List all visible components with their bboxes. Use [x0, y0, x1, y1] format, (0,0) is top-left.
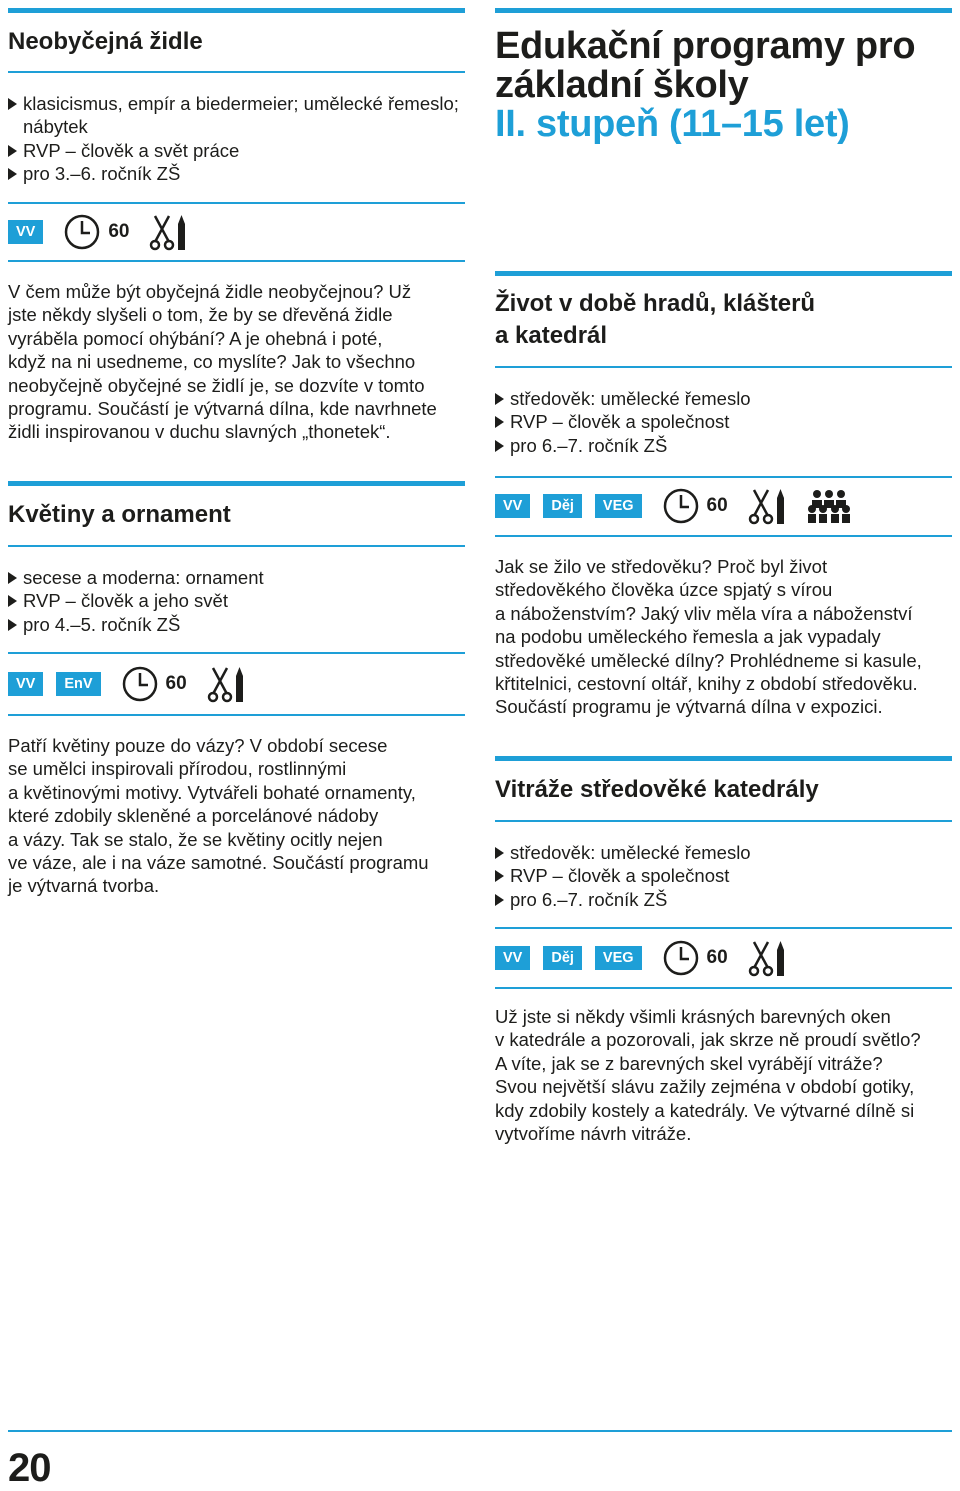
subject-badge: VEG [595, 946, 642, 970]
section-top-bar [495, 271, 952, 276]
page-title [495, 27, 915, 144]
triangle-bullet-icon [495, 393, 504, 405]
divider [495, 927, 952, 929]
bullet-item: RVP – člověk a společnost [495, 864, 952, 887]
program-description: V čem může být obyčejná židle neobyčejnou? Už jste někdy slyšeli o tom, že by se dřevěná židle vyráběla pomocí ohýbání? A je ohebná i poté, když na ni usedneme, co myslíte? Jak to všechno neobyčejně obyčejné se židlí je, se dozvíte v tomto programu. Součástí je výtvarná dílna, kde navrhnete židli inspirovanou v duchu slavných „thonetek“. [8, 281, 437, 443]
program-description: Jak se žilo ve středověku? Proč byl život středověkého člověka úzce spjatý s vírou a náboženstvím? Jaký vliv měla víra a náboženství na podobu uměleckého řemesla a jak vypadaly středověké umělecké dílny? Prohlédneme si kasule, křtitelnici, cestovní oltář, knihy z období středověku. Součástí programu je výtvarná dílna v expozici. [495, 556, 922, 718]
bullet-item: RVP – člověk a společnost [495, 410, 952, 433]
clock-icon [663, 940, 699, 976]
triangle-bullet-icon [8, 619, 17, 631]
bullet-item: pro 4.–5. ročník ZŠ [8, 613, 465, 636]
bullet-item: pro 6.–7. ročník ZŠ [495, 434, 952, 457]
triangle-bullet-icon [495, 440, 504, 452]
program-description: Patří květiny pouze do vázy? V období secese se umělci inspirovali přírodou, rostlinnými a květinovými motivy. Vytvářeli bohaté ornamenty, které zdobily skleněné a porcelánové nádoby a vázy. Tak se stalo, že se květiny ocitly nejen ve váze, ale i na váze samotné. Součástí programu je výtvarná tvorba. [8, 735, 429, 897]
section-top-bar [8, 481, 465, 486]
subject-badge: EnV [56, 672, 100, 696]
subject-badge: Děj [543, 946, 582, 970]
clock-icon [663, 488, 699, 524]
bullet-item: secese a moderna: ornament [8, 566, 465, 589]
subject-badge: VV [495, 494, 530, 518]
triangle-bullet-icon [8, 145, 17, 157]
divider [495, 366, 952, 368]
subject-badge: VV [495, 946, 530, 970]
bullet-item: středověk: umělecké řemeslo [495, 841, 952, 864]
scissors-pencil-icon [149, 212, 189, 252]
bullet-item: klasicismus, empír a biedermeier; umělecké řemeslo; nábytek [8, 92, 465, 139]
bullet-item: středověk: umělecké řemeslo [495, 387, 952, 410]
triangle-bullet-icon [8, 168, 17, 180]
program-bullets [8, 92, 465, 185]
title-line: základní školy [495, 64, 749, 106]
section-top-bar [495, 756, 952, 761]
clock-icon [64, 214, 100, 250]
title-line: Edukační programy pro [495, 25, 916, 67]
duration: 60 [706, 495, 728, 516]
program-title [495, 288, 815, 352]
footer-divider [8, 1430, 952, 1432]
program-meta [8, 212, 209, 252]
subject-badge: Děj [543, 494, 582, 518]
clock-icon [122, 666, 158, 702]
divider [8, 652, 465, 654]
section-top-bar [8, 8, 465, 13]
bullet-item: pro 6.–7. ročník ZŠ [495, 888, 952, 911]
subject-badge: VV [8, 672, 43, 696]
duration: 60 [165, 673, 187, 694]
triangle-bullet-icon [8, 98, 17, 110]
bullet-item: pro 3.–6. ročník ZŠ [8, 162, 465, 185]
divider [8, 714, 465, 716]
subject-badge: VEG [595, 494, 642, 518]
header-top-bar [495, 8, 952, 13]
triangle-bullet-icon [495, 847, 504, 859]
duration: 60 [108, 221, 130, 242]
triangle-bullet-icon [8, 572, 17, 584]
program-meta [495, 486, 850, 526]
scissors-pencil-icon [207, 664, 247, 704]
bullet-item: RVP – člověk a svět práce [8, 139, 465, 162]
title-line: Život v době hradů, klášterů [495, 290, 816, 317]
divider [8, 260, 465, 262]
divider [495, 820, 952, 822]
triangle-bullet-icon [495, 416, 504, 428]
program-meta [8, 664, 267, 704]
duration: 60 [706, 947, 728, 968]
program-meta [495, 938, 808, 978]
triangle-bullet-icon [495, 894, 504, 906]
divider [495, 535, 952, 537]
subject-badge: VV [8, 220, 43, 244]
divider [8, 202, 465, 204]
scissors-pencil-icon [748, 938, 788, 978]
program-title: Květiny a ornament [8, 501, 231, 528]
title-subline: II. stupeň (11–15 let) [495, 103, 850, 145]
program-title: Vitráže středověké katedrály [495, 776, 819, 803]
divider [495, 987, 952, 989]
divider [8, 71, 465, 73]
program-description: Už jste si někdy všimli krásných barevných oken v katedrále a pozorovali, jak skrze ně proudí světlo? A víte, jak se z barevných skel vyrábějí vitráže? Svou největší slávu zažily zejména v období gotiky, kdy zdobily kostely a katedrály. Ve výtvarné dílně si vytvoříme návrh vitráže. [495, 1006, 921, 1145]
page-number: 20 [8, 1446, 51, 1490]
triangle-bullet-icon [8, 595, 17, 607]
program-title: Neobyčejná židle [8, 28, 203, 55]
program-bullets [8, 566, 465, 636]
program-bullets [495, 841, 952, 911]
triangle-bullet-icon [495, 870, 504, 882]
scissors-pencil-icon [748, 486, 788, 526]
bullet-item: RVP – člověk a jeho svět [8, 589, 465, 612]
divider [495, 476, 952, 478]
group-icon [808, 489, 850, 523]
divider [8, 545, 465, 547]
program-bullets [495, 387, 952, 457]
title-line: a katedrál [495, 322, 608, 349]
